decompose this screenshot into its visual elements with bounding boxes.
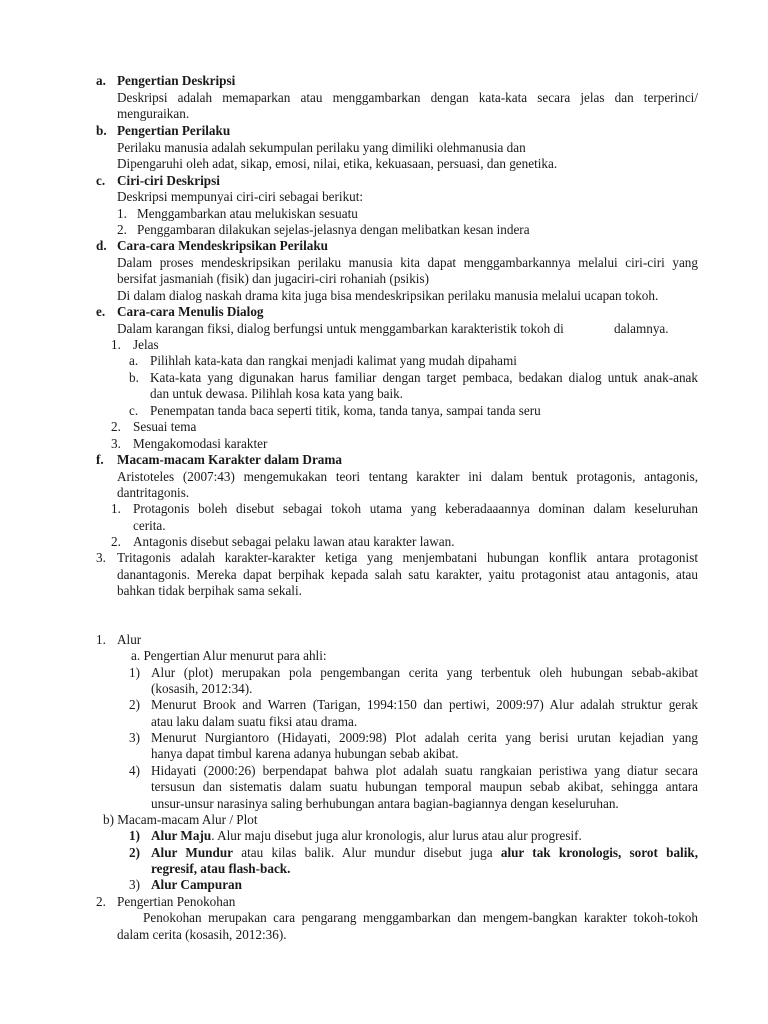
list-item: Mengakomodasi karakter — [133, 436, 268, 451]
list-item: Sesuai tema — [133, 419, 197, 434]
list-marker: c. — [129, 403, 139, 418]
paragraph-line: Dipengaruhi oleh adat, sikap, emosi, nilai, etika, kekuasaan, persuasi, dan genetika. — [117, 156, 558, 171]
list-marker: 3) — [129, 730, 140, 745]
list-item-cont: hanya dapat timbul karena adanya hubungan sebab akibat. — [151, 746, 459, 761]
list-marker: a. — [129, 353, 139, 368]
marker-a: a. — [96, 73, 106, 88]
list-marker: 1) — [129, 665, 140, 680]
list-marker: 3. — [96, 550, 106, 565]
heading-pengertian-deskripsi: Pengertian Deskripsi — [117, 73, 236, 88]
term-bold: Alur Maju — [151, 828, 212, 843]
list-marker: 1. — [111, 501, 121, 516]
list-marker: 2) — [129, 697, 140, 712]
heading-ciri-ciri-deskripsi: Ciri-ciri Deskripsi — [117, 173, 220, 188]
list-item-cont: unsur-unsur narasinya saling berhubungan antara bagian-bagiannya dengan keseluruhan. — [151, 796, 619, 811]
marker-d: d. — [96, 238, 107, 253]
paragraph-line: menguraikan. — [117, 106, 190, 121]
list-item: Menurut Brook and Warren (Tarigan, 1994:150 dan pertiwi, 2009:97) Alur adalah struktur gerak — [151, 697, 698, 712]
list-item-alur-mundur — [151, 845, 698, 861]
list-item-alur-campuran: Alur Campuran — [151, 877, 242, 892]
list-item-cont: tersusun dan sistematis dalam suatu hubungan temporal maupun sebab akibat, sehingga antara — [151, 779, 698, 794]
paragraph-line: dalam cerita (kosasih, 2012:36). — [117, 927, 287, 942]
list-marker: 1. — [96, 632, 106, 647]
list-item-cont: dan untuk dewasa. Pilihlah kosa kata yang baik. — [150, 386, 404, 401]
list-item: Tritagonis adalah karakter-karakter ketiga yang menjembatani hubungan konflik antara protagonist — [117, 550, 698, 565]
term-desc: . Alur maju disebut juga alur kronologis, alur lurus atau alur progresif. — [211, 828, 582, 843]
list-marker: 2. — [111, 419, 121, 434]
list-marker: b. — [129, 370, 139, 385]
list-item-cont: bahkan tidak berpihak sama sekali. — [117, 583, 302, 598]
marker-c: c. — [96, 173, 106, 188]
heading-cara-menulis-dialog: Cara-cara Menulis Dialog — [117, 304, 264, 319]
list-marker: 1. — [111, 337, 121, 352]
list-marker: 1) — [129, 828, 140, 843]
list-item: Kata-kata yang digunakan harus familiar dengan target pembaca, bedakan dialog untuk anak-anak — [150, 370, 698, 385]
list-item: Penempatan tanda baca seperti titik, koma, tanda tanya, sampai tanda seru — [150, 403, 541, 418]
paragraph-line: Penokohan merupakan cara pengarang menggambarkan dan mengem-bangkan karakter tokoh-tokoh — [143, 910, 698, 925]
list-item-alur-maju — [151, 828, 582, 844]
list-item: Jelas — [133, 337, 159, 352]
list-marker: 2) — [129, 845, 140, 860]
marker-f: f. — [96, 452, 104, 467]
list-marker: 3) — [129, 877, 140, 892]
paragraph-line: Dalam proses mendeskripsikan perilaku manusia kita dapat menggambarkannya melalui ciri-ciri yang — [117, 255, 698, 270]
list-marker: 4) — [129, 763, 140, 778]
list-item-cont: regresif, atau flash-back. — [151, 861, 291, 876]
list-item: Protagonis boleh disebut sebagai tokoh utama yang keberadaaannya dominan dalam keseluruhan — [133, 501, 698, 516]
heading-penokohan: Pengertian Penokohan — [117, 894, 236, 909]
list-item: Menggambarkan atau melukiskan sesuatu — [137, 206, 358, 221]
heading-macam-karakter: Macam-macam Karakter dalam Drama — [117, 452, 342, 467]
term-bold: alur tak kronologis, sorot balik, — [500, 845, 698, 860]
list-item: Alur (plot) merupakan pola pengembangan cerita yang terbentuk oleh hubungan sebab-akibat — [151, 665, 698, 680]
paragraph-line: Aristoteles (2007:43) mengemukakan teori tentang karakter ini dalam bentuk protagonis, antagonis, — [117, 469, 698, 484]
marker-b: b. — [96, 123, 107, 138]
paragraph-line: dalamnya. — [614, 321, 669, 336]
list-marker: 2. — [117, 222, 127, 237]
paragraph-line: Dalam karangan fiksi, dialog berfungsi untuk menggambarkan karakteristik tokoh di — [117, 321, 564, 336]
subheading-macam-alur: b) Macam-macam Alur / Plot — [103, 812, 258, 827]
paragraph-line: Perilaku manusia adalah sekumpulan perilaku yang dimiliki olehmanusia dan — [117, 140, 526, 155]
paragraph-line: bersifat jasmaniah (fisik) dan jugaciri-ciri rohaniah (psikis) — [117, 271, 429, 286]
term-bold: Alur Mundur — [151, 845, 234, 860]
list-item: Antagonis disebut sebagai pelaku lawan atau karakter lawan. — [133, 534, 455, 549]
list-item: Penggambaran dilakukan sejelas-jelasnya dengan melibatkan kesan indera — [137, 222, 530, 237]
term-desc: atau kilas balik. Alur mundur disebut juga — [233, 845, 501, 860]
paragraph-line: Deskripsi mempunyai ciri-ciri sebagai berikut: — [117, 189, 364, 204]
heading-alur: Alur — [117, 632, 142, 647]
marker-e: e. — [96, 304, 106, 319]
paragraph-line: Di dalam dialog naskah drama kita juga bisa mendeskripsikan perilaku manusia melalui ucapan tokoh. — [117, 288, 659, 303]
subheading-pengertian-alur: a. Pengertian Alur menurut para ahli: — [131, 648, 327, 663]
list-item-cont: cerita. — [133, 518, 166, 533]
list-marker: 1. — [117, 206, 127, 221]
list-item: Menurut Nurgiantoro (Hidayati, 2009:98) Plot adalah cerita yang berisi urutan kejadian yang — [151, 730, 698, 745]
list-item-cont: danantagonis. Mereka dapat berpihak kepada salah satu karakter, yaitu protagonist atau antagonis, atau — [117, 567, 698, 582]
list-item-cont: atau laku dalam suatu fiksi atau drama. — [151, 714, 358, 729]
list-item: Pilihlah kata-kata dan rangkai menjadi kalimat yang mudah dipahami — [150, 353, 517, 368]
list-marker: 3. — [111, 436, 121, 451]
list-item: Hidayati (2000:26) berpendapat bahwa plot adalah suatu rangkaian peristiwa yang diatur secara — [151, 763, 698, 778]
heading-pengertian-perilaku: Pengertian Perilaku — [117, 123, 231, 138]
list-marker: 2. — [111, 534, 121, 549]
list-item-cont: (kosasih, 2012:34). — [151, 681, 253, 696]
paragraph-line: Deskripsi adalah memaparkan atau menggambarkan dengan kata-kata secara jelas dan terperinci/ — [117, 90, 698, 105]
list-marker: 2. — [96, 894, 106, 909]
paragraph-line: dantritagonis. — [117, 485, 190, 500]
heading-cara-mendeskripsikan: Cara-cara Mendeskripsikan Perilaku — [117, 238, 328, 253]
